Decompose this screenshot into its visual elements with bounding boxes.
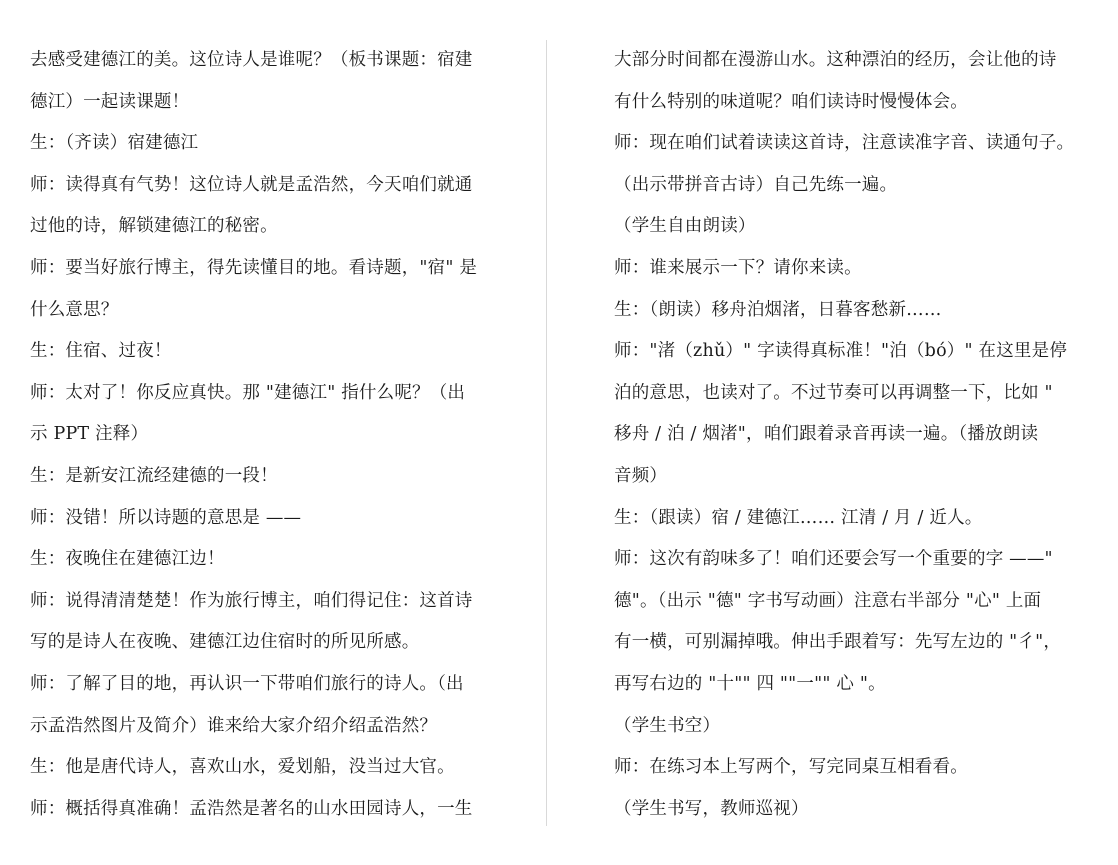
text-line: 有什么特别的味道呢？咱们读诗时慢慢体会。 xyxy=(614,91,968,112)
text-line: 师：太对了！你反应真快。那 "建德江" 指什么呢？（出 xyxy=(30,382,466,403)
text-line: 音频） xyxy=(614,465,668,486)
text-line: 师：说得清清楚楚！作为旅行博主，咱们得记住：这首诗 xyxy=(30,590,473,611)
text-line: 示孟浩然图片及简介）谁来给大家介绍介绍孟浩然？ xyxy=(30,715,438,736)
text-line: 师：了解了目的地，再认识一下带咱们旅行的诗人。（出 xyxy=(30,673,464,694)
text-line: 师：在练习本上写两个，写完同桌互相看看。 xyxy=(614,757,968,778)
text-line: 生：是新安江流经建德的一段！ xyxy=(30,465,278,486)
text-line: 什么意思？ xyxy=(30,299,119,320)
text-line: 师：这次有韵味多了！咱们还要会写一个重要的字 ——" xyxy=(614,549,1053,570)
text-line: 师：概括得真准确！孟浩然是著名的山水田园诗人，一生 xyxy=(30,798,473,819)
text-line: 德"。（出示 "德" 字书写动画）注意右半部分 "心" 上面 xyxy=(614,590,1042,611)
text-line: 师：谁来展示一下？请你来读。 xyxy=(614,257,862,278)
text-line: 生：（跟读）宿 / 建德江…… 江清 / 月 / 近人。 xyxy=(614,507,983,528)
left-column xyxy=(30,40,510,830)
text-line: 生：（齐读）宿建德江 xyxy=(30,133,199,154)
text-line: 生：（朗读）移舟泊烟渚，日暮客愁新…… xyxy=(614,299,942,320)
text-line: 师：现在咱们试着读读这首诗，注意读准字音、读通句子。 xyxy=(614,133,1075,154)
text-line: 生：夜晚住在建德江边！ xyxy=(30,549,225,570)
text-line: 有一横，可别漏掉哦。伸出手跟着写：先写左边的 "彳"， xyxy=(614,632,1062,653)
text-line: （学生自由朗读） xyxy=(614,216,756,237)
column-divider xyxy=(546,40,547,826)
text-line: 师：要当好旅行博主，得先读懂目的地。看诗题，"宿" 是 xyxy=(30,257,478,278)
text-line: 示 PPT 注释） xyxy=(30,424,149,445)
text-line: 写的是诗人在夜晚、建德江边住宿时的所见所感。 xyxy=(30,632,420,653)
text-line: 生：他是唐代诗人，喜欢山水，爱划船，没当过大官。 xyxy=(30,757,455,778)
text-line: （学生书写，教师巡视） xyxy=(614,798,809,819)
text-line: 德江）一起读课题！ xyxy=(30,91,190,112)
right-column xyxy=(614,40,1104,830)
text-line: 生：住宿、过夜！ xyxy=(30,341,172,362)
text-line: 师：读得真有气势！这位诗人就是孟浩然，今天咱们就通 xyxy=(30,174,473,195)
text-line: 师：没错！所以诗题的意思是 —— xyxy=(30,507,302,528)
text-line: 去感受建德江的美。这位诗人是谁呢？（板书课题：宿建 xyxy=(30,50,473,70)
text-line: （学生书空） xyxy=(614,715,721,736)
text-line: 移舟 / 泊 / 烟渚"，咱们跟着录音再读一遍。（播放朗读 xyxy=(614,424,1039,445)
text-line: （出示带拼音古诗）自己先练一遍。 xyxy=(614,174,898,195)
text-line: 过他的诗，解锁建德江的秘密。 xyxy=(30,216,278,237)
text-line: 师："渚（zhǔ）" 字读得真标准！"泊（bó）" 在这里是停 xyxy=(614,341,1068,362)
text-line: 大部分时间都在漫游山水。这种漂泊的经历，会让他的诗 xyxy=(614,50,1057,70)
text-line: 再写右边的 "十"" 四 ""一"" 心 "。 xyxy=(614,673,886,694)
text-line: 泊的意思，也读对了。不过节奏可以再调整一下，比如 " xyxy=(614,382,1053,403)
